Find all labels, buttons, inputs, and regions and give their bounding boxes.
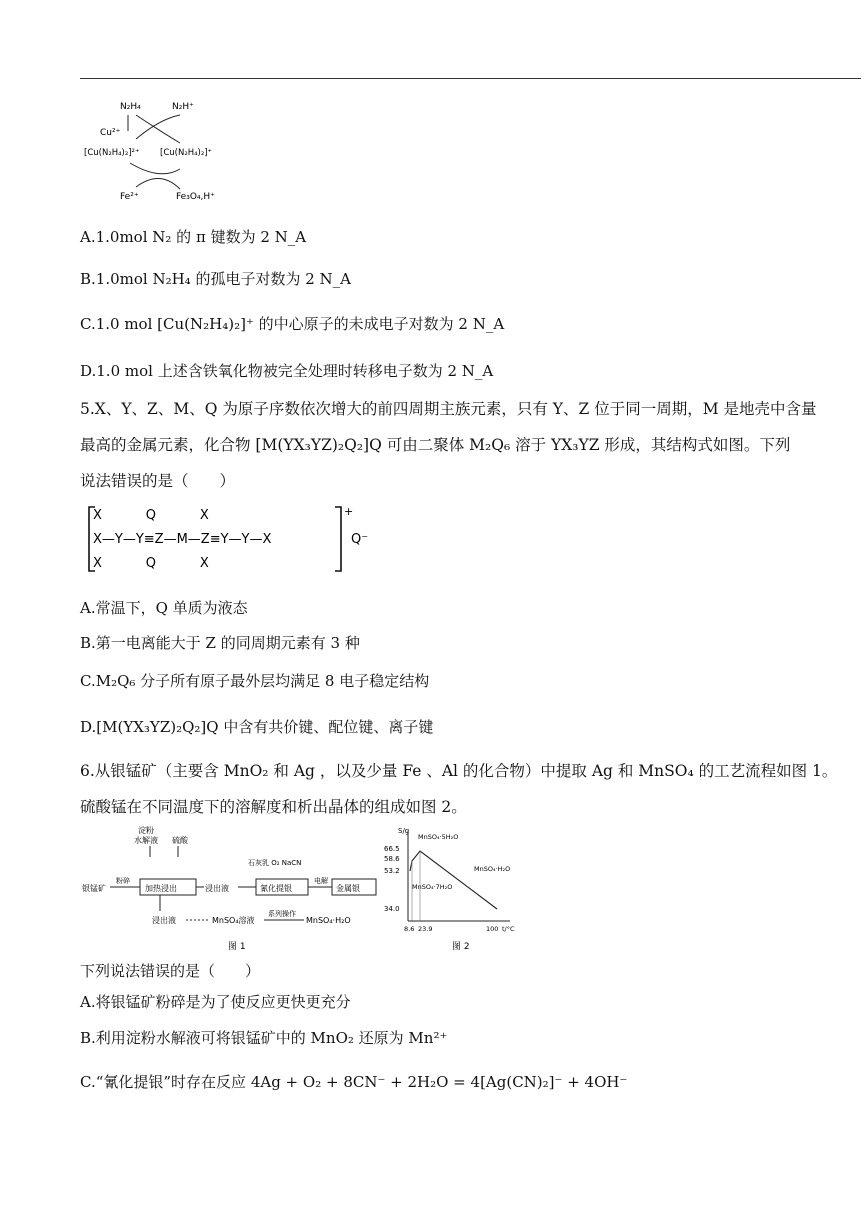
q4-option-a: A.1.0mol N₂ 的 π 键数为 2 N_A <box>80 228 307 246</box>
q5-option-d: D.[M(YX₃YZ)₂Q₂]Q 中含有共价键、配位键、离子键 <box>80 718 434 736</box>
flow-product: MnSO₄·H₂O <box>306 916 351 925</box>
figure2-caption: 图 2 <box>452 942 470 952</box>
q5-option-b: B.第一电离能大于 Z 的同周期元素有 3 种 <box>80 634 360 652</box>
flow-electrolysis: 电解 <box>314 877 328 885</box>
sol-x1: 8.6 <box>404 925 415 933</box>
process-flow-figure <box>80 823 380 958</box>
flow-starch-hydrolysate: 水解液 <box>134 836 158 845</box>
q6-stem-line3: 下列说法错误的是（ ） <box>80 962 261 980</box>
sol-ylabel: S/g <box>398 827 410 835</box>
flow-grind: 粉碎 <box>116 877 130 885</box>
sol-x2: 23.9 <box>418 925 433 933</box>
cu2-label: Cu²⁺ <box>100 128 121 138</box>
structure-charge: + <box>344 505 354 518</box>
complex-left-label: [Cu(N₂H₄)₂]²⁺ <box>84 148 140 158</box>
flow-reagents: 石灰乳 O₂ NaCN <box>248 859 302 867</box>
flow-cyanide: 氰化提银 <box>260 884 292 893</box>
sol-7h2o: MnSO₄·7H₂O <box>412 883 453 891</box>
fe3o4-label: Fe₃O₄,H⁺ <box>176 192 215 202</box>
q5-stem-line1: 5.X、Y、Z、M、Q 为原子序数依次增大的前四周期主族元素，只有 Y、Z 位于同一周期，M 是地壳中含量 <box>80 400 817 418</box>
q6-stem-line2: 硫酸锰在不同温度下的溶解度和析出晶体的组成如图 2。 <box>80 798 467 816</box>
q5-stem-line2: 最高的金属元素，化合物 [M(YX₃YZ)₂Q₂]Q 可由二聚体 M₂Q₆ 溶于 YX₃YZ 形成，其结构式如图。下列 <box>80 436 791 454</box>
flow-residue: 浸出液 <box>152 916 176 925</box>
sol-h2o: MnSO₄·H₂O <box>474 865 511 873</box>
flow-ore: 银锰矿 <box>82 884 106 893</box>
sol-y2: 58.6 <box>384 855 400 863</box>
structure-anion: Q⁻ <box>351 532 369 547</box>
q4-option-b: B.1.0mol N₂H₄ 的孤电子对数为 2 N_A <box>80 270 352 288</box>
sol-y4: 34.0 <box>384 905 400 913</box>
sol-y1: 66.5 <box>384 845 400 853</box>
q5-structure-figure <box>85 503 375 578</box>
solubility-figure <box>382 823 532 958</box>
q5-option-a: A.常温下，Q 单质为液态 <box>80 599 248 617</box>
q6-option-b: B.利用淀粉水解液可将银锰矿中的 MnO₂ 还原为 Mn²⁺ <box>80 1029 448 1047</box>
copper-hydrazine-cycle-figure <box>80 97 220 209</box>
sol-5h2o: MnSO₄·5H₂O <box>418 833 459 841</box>
q6-option-a: A.将银锰矿粉碎是为了使反应更快更充分 <box>80 993 351 1011</box>
n2h-label: N₂H⁺ <box>172 102 194 112</box>
structure-bottom-row: X Q X <box>93 556 210 571</box>
q5-option-c: C.M₂Q₆ 分子所有原子最外层均满足 8 电子稳定结构 <box>80 672 430 690</box>
sol-xunit: t/°C <box>502 925 515 933</box>
flow-acid: 硫酸 <box>172 836 188 845</box>
q5-stem-line3: 说法错误的是（ ） <box>80 472 236 490</box>
q4-option-d: D.1.0 mol 上述含铁氧化物被完全处理时转移电子数为 2 N_A <box>80 362 494 380</box>
flow-silver: 金属银 <box>336 884 360 893</box>
sol-x3: 100 <box>486 925 499 933</box>
fe2-label: Fe²⁺ <box>120 192 139 202</box>
sol-y3: 53.2 <box>384 867 400 875</box>
q6-stem-line1: 6.从银锰矿（主要含 MnO₂ 和 Ag ，以及少量 Fe 、Al 的化合物）中提取 Ag 和 MnSO₄ 的工艺流程如图 1。 <box>80 762 838 780</box>
figure1-caption: 图 1 <box>228 942 246 952</box>
structure-middle-row: X—Y—Y≡Z—M—Z≡Y—Y—X <box>93 532 272 547</box>
flow-leach: 加热浸出 <box>145 884 177 893</box>
n2h4-label: N₂H₄ <box>120 102 141 112</box>
complex-right-label: [Cu(N₂H₄)₂]⁺ <box>160 148 213 158</box>
flow-operations: 系列操作 <box>268 910 296 918</box>
structure-top-row: X Q X <box>93 508 210 523</box>
flow-liquor: 浸出液 <box>205 884 229 893</box>
flow-mnso4-solution: MnSO₄溶液 <box>212 916 255 925</box>
header-rule <box>80 78 861 79</box>
flow-starch: 淀粉 <box>138 826 154 835</box>
q4-option-c: C.1.0 mol [Cu(N₂H₄)₂]⁺ 的中心原子的未成电子对数为 2 N_A <box>80 315 505 333</box>
q6-option-c: C.“氰化提银”时存在反应 4Ag + O₂ + 8CN⁻ + 2H₂O = 4[Ag(CN)₂]⁻ + 4OH⁻ <box>80 1073 628 1091</box>
